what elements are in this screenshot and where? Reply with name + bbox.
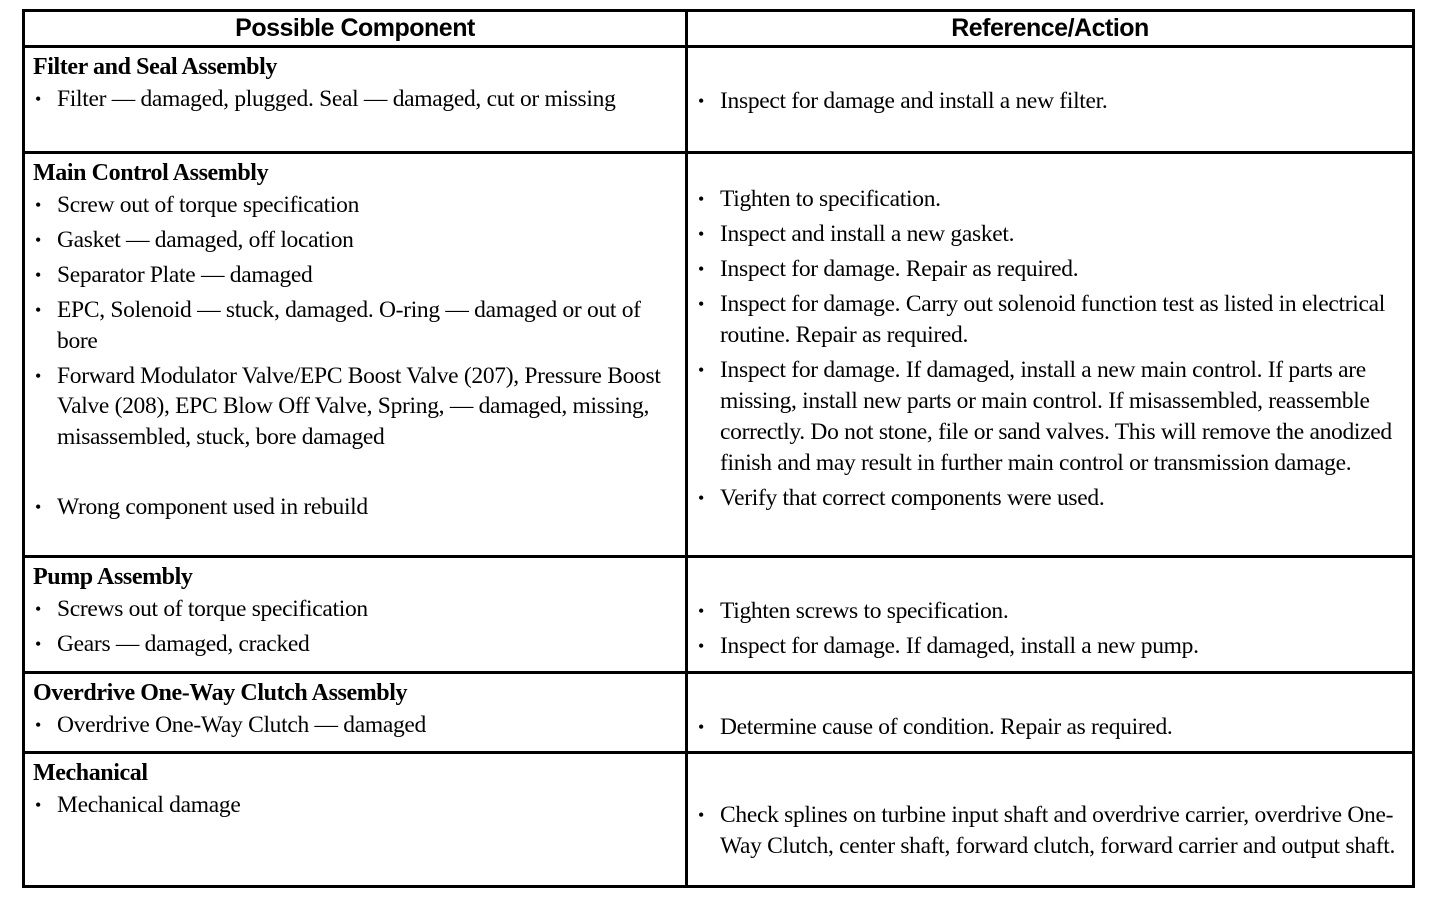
component-list (33, 84, 677, 114)
bullet-icon: • (35, 89, 42, 109)
action-list (696, 86, 1404, 117)
bullet-icon: • (35, 634, 42, 655)
component-list (33, 710, 677, 741)
list-item: • Verify that correct components were used. (696, 483, 1404, 514)
action-cell (687, 557, 1414, 673)
table-row-main-control (24, 152, 1414, 557)
bullet-icon: • (35, 497, 42, 517)
bullet-icon: • (698, 805, 705, 826)
list-item: • Inspect and install a new gasket. (696, 219, 1404, 250)
list-item: • Separator Plate — damaged (33, 260, 677, 291)
list-item: • Overdrive One-Way Clutch — damaged (33, 710, 677, 741)
action-cell (687, 672, 1414, 752)
bullet-icon: • (35, 229, 42, 250)
bullet-icon: • (698, 293, 705, 314)
list-item: • Inspect for damage. If damaged, install a new main control. If parts are missing, install new parts or main control. If misassembled, reassemble correctly. Do not stone, file or sand valves. This will remove the anodized finish and may result in further main control or transmission damage. (698, 356, 1392, 476)
bullet-icon: • (698, 188, 705, 209)
bullet-icon: • (35, 299, 42, 320)
list-item: • Screw out of torque specification (33, 190, 677, 221)
bullet-icon: • (698, 359, 705, 380)
bullet-icon: • (698, 636, 705, 657)
bullet-icon: • (698, 223, 705, 244)
component-cell (24, 47, 687, 153)
bullet-icon: • (698, 258, 705, 279)
action-cell (687, 152, 1414, 557)
action-list (696, 712, 1404, 743)
group-title: Filter and Seal Assembly (33, 54, 277, 80)
list-item: • Filter — damaged, plugged. Seal — damaged, cut or missing (33, 84, 677, 114)
table-row-filter-seal (24, 47, 1414, 153)
component-list (33, 594, 677, 660)
action-list (696, 596, 1404, 662)
action-list (696, 800, 1404, 861)
action-cell (687, 753, 1414, 887)
component-cell (24, 557, 687, 673)
list-item: • Gasket — damaged, off location (33, 225, 677, 256)
action-cell (687, 47, 1414, 153)
group-title: Pump Assembly (33, 564, 193, 591)
bullet-icon: • (35, 194, 42, 215)
list-item: • Gears — damaged, cracked (33, 629, 677, 660)
bullet-icon: • (698, 487, 705, 508)
bullet-icon: • (698, 91, 705, 111)
bullet-icon: • (35, 599, 42, 620)
header-possible-component: Possible Component (24, 11, 687, 47)
table-row-pump (24, 557, 1414, 673)
component-cell (24, 753, 687, 887)
list-item: • Inspect for damage. Carry out solenoid function test as listed in electrical routine. Repair as required. (698, 290, 1386, 348)
group-title: Main Control Assembly (33, 159, 269, 186)
list-item: • Inspect for damage and install a new filter. (696, 86, 1404, 117)
table-row-overdrive-clutch (24, 672, 1414, 752)
list-item: • Mechanical damage (33, 790, 677, 821)
action-list (696, 184, 1404, 514)
header-row (24, 11, 1414, 47)
bullet-icon: • (698, 601, 705, 622)
list-item: • Wrong component used in rebuild (33, 492, 677, 523)
component-list (33, 790, 677, 821)
list-item: • Check splines on turbine input shaft and overdrive carrier, overdrive One-Way Clutch, center shaft, forward clutch, forward carrier and output shaft. (698, 802, 1396, 859)
header-reference-action: Reference/Action (687, 11, 1414, 47)
list-item: • Tighten screws to specification. (696, 596, 1404, 627)
bullet-icon: • (35, 714, 42, 735)
list-item: • Tighten to specification. (696, 184, 1404, 215)
bullet-icon: • (35, 795, 42, 816)
diagnosis-table (22, 9, 1415, 888)
group-title: Mechanical (33, 760, 148, 787)
component-list (33, 190, 677, 524)
list-item: • Inspect for damage. Repair as required. (696, 254, 1404, 285)
list-item: • Forward Modulator Valve/EPC Boost Valve (207), Pressure Boost Valve (208), EPC Blow Off Valve, Spring, — damaged, missing, misassembled, stuck, bore damaged (35, 362, 661, 450)
component-cell (24, 152, 687, 557)
list-item: • Determine cause of condition. Repair as required. (696, 712, 1404, 743)
list-item: • Screws out of torque specification (33, 594, 677, 625)
table-row-mechanical (24, 753, 1414, 887)
bullet-icon: • (698, 716, 705, 737)
list-item: • Inspect for damage. If damaged, install a new pump. (696, 631, 1404, 662)
bullet-icon: • (35, 264, 42, 285)
component-cell (24, 672, 687, 752)
list-item: • EPC, Solenoid — stuck, damaged. O-ring — damaged or out of bore (35, 296, 641, 354)
group-title: Overdrive One-Way Clutch Assembly (33, 679, 408, 706)
diagnosis-table-container (22, 9, 1412, 888)
bullet-icon: • (35, 365, 42, 386)
